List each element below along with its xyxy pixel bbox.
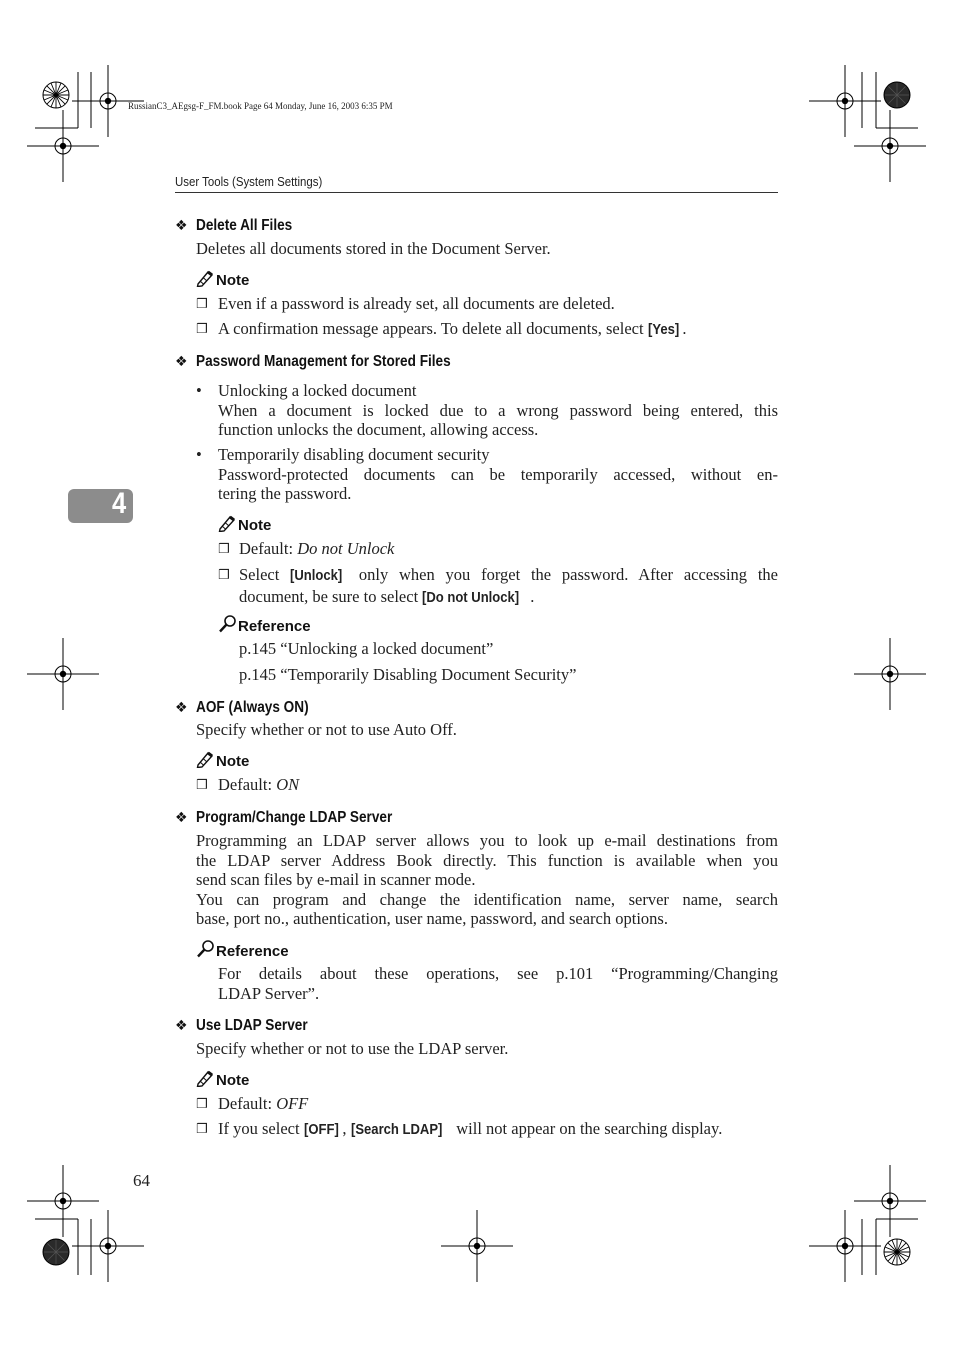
note-text: document, be sure to select — [239, 586, 423, 606]
note-heading — [218, 515, 271, 536]
note-item — [218, 565, 778, 608]
pencil-note-icon — [218, 515, 238, 536]
section-heading-use-ldap — [175, 1017, 327, 1035]
default-label: Default: — [218, 775, 277, 794]
checkbox-bullet-icon: ❒ — [196, 1097, 208, 1112]
list-item-text: function unlocks the document, allowing access. — [218, 420, 539, 440]
note-text-end: . — [682, 319, 687, 338]
pencil-note-icon — [196, 270, 216, 291]
default-label: Default: — [218, 1094, 277, 1113]
running-head — [175, 174, 342, 189]
magnifier-reference-icon — [218, 615, 238, 637]
magnifier-reference-icon — [196, 940, 216, 962]
bullet-icon: • — [196, 445, 202, 464]
note-text-end: . — [530, 586, 535, 606]
reference-label: Reference — [238, 618, 311, 635]
default-value: ON — [276, 775, 300, 794]
note-item — [218, 539, 778, 559]
paragraph-line: the LDAP server Address Book directly. This function is available when you — [196, 850, 778, 870]
print-info-line: RussianC3_AEgsg-F_FM.book Page 64 Monday, June 16, 2003 6:35 PM — [128, 101, 393, 111]
note-text: A confirmation message appears. To delete all documents, select — [218, 319, 648, 338]
yes-button-label: [Yes] — [647, 322, 679, 338]
reference-line[interactable]: For details about these operations, see p.101 “Programming/Changing — [218, 964, 778, 983]
section-description: Specify whether or not to use the LDAP server. — [196, 1039, 509, 1058]
note-heading — [196, 751, 249, 772]
section-title: Use LDAP Server — [196, 1017, 308, 1034]
section-description: Deletes all documents stored in the Document Server. — [196, 239, 551, 258]
note-item — [196, 1094, 778, 1114]
search-ldap-button-label: [Search LDAP] — [350, 1122, 442, 1138]
section-heading-delete-all-files — [175, 217, 309, 235]
reference-label: Reference — [216, 943, 289, 960]
checkbox-bullet-icon: ❒ — [196, 1122, 208, 1137]
checkbox-bullet-icon: ❒ — [196, 322, 208, 337]
section-title: Password Management for Stored Files — [196, 353, 451, 370]
paragraph-line: Programming an LDAP server allows you to look up e-mail destinations from — [196, 831, 778, 850]
reference-link[interactable]: p.145 “Temporarily Disabling Document Security” — [239, 665, 577, 684]
section-heading-program-change-ldap — [175, 809, 427, 827]
checkbox-bullet-icon: ❒ — [218, 542, 230, 557]
default-value: OFF — [276, 1094, 309, 1113]
note-text: will not appear on the searching display. — [452, 1119, 723, 1138]
checkbox-bullet-icon: ❒ — [196, 297, 208, 312]
pencil-note-icon — [196, 1070, 216, 1091]
checkbox-bullet-icon: ❒ — [218, 568, 230, 583]
section-title: AOF (Always ON) — [196, 699, 309, 716]
note-text: If you select — [218, 1119, 304, 1138]
note-item — [196, 1119, 786, 1141]
reference-line[interactable]: LDAP Server”. — [218, 983, 320, 1003]
paragraph-line: base, port no., authentication, user name, password, and search options. — [196, 909, 668, 929]
list-item-text: tering the password. — [218, 484, 352, 504]
checkbox-bullet-icon: ❒ — [196, 778, 208, 793]
unlock-button-label: [Unlock] — [290, 568, 343, 584]
off-button-label: [OFF] — [303, 1122, 339, 1138]
section-heading-aof — [175, 699, 328, 717]
list-item-text: When a document is locked due to a wrong password being entered, this — [218, 400, 778, 420]
header-rule — [175, 192, 778, 193]
list-item — [196, 445, 778, 504]
do-not-unlock-button-label: [Do not Unlock] — [422, 589, 520, 606]
list-item-title: Temporarily disabling document security — [218, 445, 490, 464]
reference-link[interactable]: p.145 “Unlocking a locked document” — [239, 639, 494, 658]
default-label: Default: — [239, 539, 298, 558]
note-text: Select — [239, 565, 291, 584]
section-title: Delete All Files — [196, 217, 293, 234]
list-item — [196, 381, 778, 440]
note-heading — [196, 1070, 249, 1091]
diamond-bullet-icon: ❖ — [175, 218, 188, 234]
section-title: Program/Change LDAP Server — [196, 809, 393, 826]
list-item-title: Unlocking a locked document — [218, 381, 417, 400]
chapter-number: 4 — [112, 487, 127, 520]
section-heading-password-management — [175, 353, 496, 371]
reference-heading — [218, 615, 311, 637]
reference-heading — [196, 940, 289, 962]
default-value: Do not Unlock — [297, 539, 395, 558]
paragraph-line: send scan files by e-mail in scanner mode. — [196, 870, 476, 890]
list-item-text: Password-protected documents can be temporarily accessed, without en- — [218, 464, 778, 484]
note-item — [196, 319, 796, 341]
diamond-bullet-icon: ❖ — [175, 1018, 188, 1034]
note-label: Note — [216, 272, 250, 289]
note-item — [196, 775, 778, 795]
bullet-icon: • — [196, 381, 202, 400]
diamond-bullet-icon: ❖ — [175, 810, 188, 826]
note-heading — [196, 270, 249, 291]
reference-text — [218, 964, 778, 1003]
paragraph-line: You can program and change the identification name, server name, search — [196, 889, 778, 909]
note-text: Even if a password is already set, all documents are deleted. — [218, 294, 615, 313]
section-description: Specify whether or not to use Auto Off. — [196, 720, 457, 739]
note-text: , — [342, 1119, 351, 1138]
pencil-note-icon — [196, 751, 216, 772]
note-item — [196, 294, 796, 314]
diamond-bullet-icon: ❖ — [175, 700, 188, 716]
section-description — [196, 831, 778, 929]
note-label: Note — [216, 1072, 250, 1089]
note-label: Note — [216, 753, 250, 770]
diamond-bullet-icon: ❖ — [175, 354, 188, 370]
note-label: Note — [238, 517, 272, 534]
note-text: only when you forget the password. After accessing the — [348, 565, 778, 584]
running-head-text: User Tools (System Settings) — [175, 174, 323, 189]
page-number: 64 — [133, 1171, 150, 1190]
